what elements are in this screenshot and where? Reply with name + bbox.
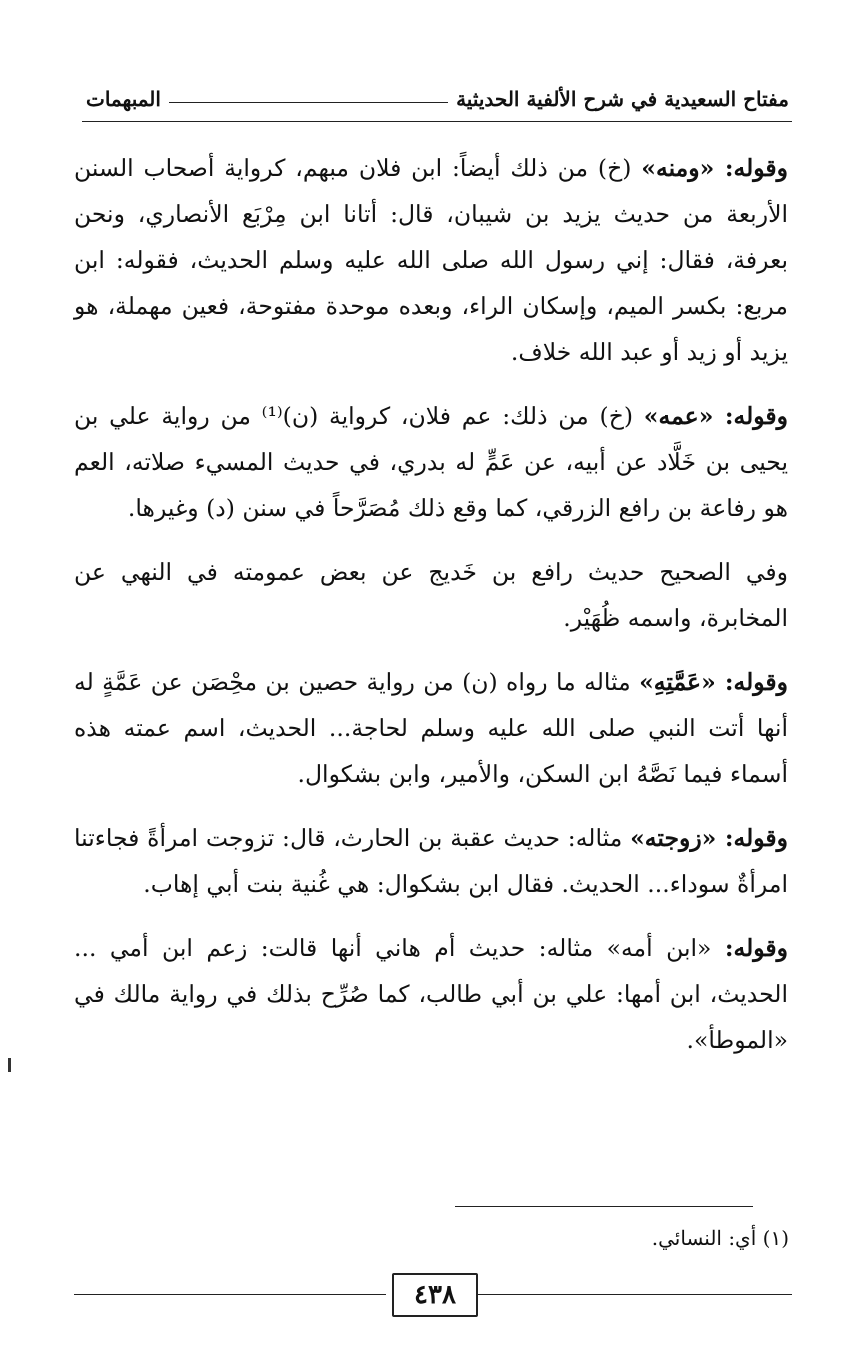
footnote: (١) أي: النسائي. [651,1226,789,1250]
paragraph-text: (خ) من ذلك: عم فلان، كرواية (ن)⁽¹⁾ من رواية علي بن يحيى بن خَلَّاد عن أبيه، عن عَمٍّ له بدري، في حديث المسيء صلاته، العم هو رفاعة بن رافع الزرقي، كما وقع ذلك مُصَرَّحاً في سنن (د) وغيرها. [74,402,788,522]
paragraph-lead: وقوله: «عمه» [643,402,789,430]
paragraph-text: (خ) من ذلك أيضاً: ابن فلان مبهم، كرواية أصحاب السنن الأربعة من حديث يزيد بن شيبان، قال: أتانا ابن مِرْبَع الأنصاري، ونحن بعرفة، فقال: إني رسول الله صلى الله عليه وسلم الحديث، فقوله: ابن مربع: بكسر الميم، وإسكان الراء، وبعده موحدة مفتوحة، فعين مهملة، هو يزيد أو زيد أو عبد الله خلاف. [74,154,788,366]
header-rule [82,121,792,122]
running-header [86,82,789,116]
paragraph [74,549,788,641]
main-text [74,145,788,1081]
paragraph [74,815,788,907]
header-dash-line [169,102,448,103]
page-number: ٤٣٨ [392,1273,478,1317]
paragraph-lead: وقوله: [724,934,788,962]
paragraph [74,393,788,531]
paragraph-text: مثاله ما رواه (ن) من رواية حصين بن محِْصَن عن عَمَّةٍ له أنها أتت النبي صلى الله عليه وسلم لحاجة... الحديث، اسم عمته هذه أسماء فيما نَصَّهُ ابن السكن، والأمير، وابن بشكوال. [74,668,788,788]
paragraph-lead: وقوله: «زوجته» [630,824,788,852]
footer-line-right [478,1294,792,1295]
footer-line-left [74,1294,386,1295]
paragraph-text: وفي الصحيح حديث رافع بن خَديج عن بعض عمومته في النهي عن المخابرة، واسمه ظُهَيْر. [74,558,788,632]
page-footer [74,1273,792,1317]
paragraph [74,925,788,1063]
paragraph [74,659,788,797]
footnote-rule [455,1206,753,1207]
paragraph-lead: وقوله: «عَمَّتِهِ» [639,668,788,696]
paragraph [74,145,788,375]
paragraph-text: «ابن أمه» مثاله: حديث أم هاني أنها قالت: زعم ابن أمي ... الحديث، ابن أمها: علي بن أبي طالب، كما صُرِّح بذلك في رواية مالك في «الموطأ». [74,934,788,1054]
paragraph-lead: وقوله: «ومنه» [641,154,788,182]
scan-edge-mark [8,1058,11,1072]
book-title: مفتاح السعيدية في شرح الألفية الحديثية [456,87,789,111]
section-title: المبهمات [86,87,161,111]
paragraph-text: مثاله: حديث عقبة بن الحارث، قال: تزوجت امرأةً فجاءتنا امرأةٌ سوداء... الحديث. فقال ابن بشكوال: هي غُنية بنت أبي إهاب. [74,824,788,898]
